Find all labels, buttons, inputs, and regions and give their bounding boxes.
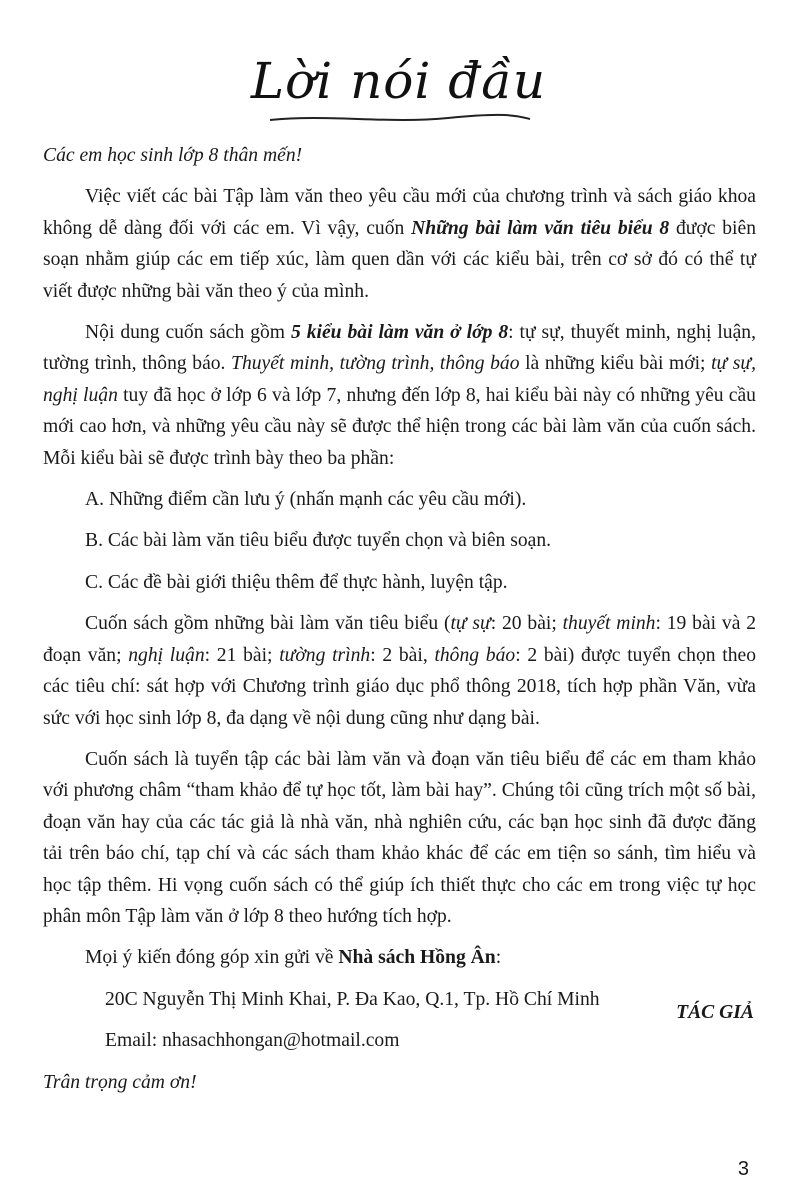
preface-body — [43, 140, 756, 1108]
p3-text-i: : 2 bài, — [370, 644, 435, 666]
p3-text-a: Cuốn sách gồm những bài làm văn tiêu biểu ( — [85, 613, 451, 635]
p2-emphasis: 5 kiểu bài làm văn ở lớp 8 — [290, 322, 509, 344]
closing-thanks: Trân trọng cảm ơn! — [43, 1071, 197, 1093]
paragraph-2 — [43, 317, 756, 474]
p2-text-a: Nội dung cuốn sách gồm — [85, 322, 291, 344]
page-number: 3 — [737, 1158, 749, 1180]
author-signature: TÁC GIẢ — [676, 1002, 754, 1023]
book-title: Những bài làm văn tiêu biểu 8 — [411, 217, 670, 239]
p3-italic-thuyet-minh: thuyết minh — [562, 613, 656, 635]
p2-italic-new-types: Thuyết minh, tường trình, thông báo — [231, 353, 520, 375]
paragraph-5 — [43, 942, 756, 973]
p2-italic-old-types: tự sự, nghị luận — [43, 353, 756, 406]
paragraph-1 — [43, 181, 756, 307]
greeting: Các em học sinh lớp 8 thân mến! — [43, 145, 303, 166]
p1-text-a: Việc viết các bài Tập làm văn theo yêu cầu mới của chương trình và sách giáo khoa không dễ dàng đối với các em. Vì vậy, cuốn — [43, 186, 756, 239]
publisher-email: Email: nhasachhongan@hotmail.com — [105, 1030, 400, 1052]
p3-italic-thong-bao: thông báo — [434, 644, 516, 666]
p3-italic-tu-su: tự sự — [450, 613, 491, 635]
publisher-name: Nhà sách Hồng Ân — [338, 947, 496, 969]
p3-text-g: : 21 bài; — [204, 644, 280, 666]
p3-italic-tuong-trinh: tường trình — [279, 644, 371, 666]
page-title: Lời nói đầu — [250, 52, 547, 110]
p2-text-g: tuy đã học ở lớp 6 và lớp 7, nhưng đến lớp 8, hai kiểu bài này có những yêu cầu mới cao hơn, và những yêu cầu này sẽ được thể hiện trong các bài làm văn của cuốn sách. Mỗi kiểu bài sẽ được trình bày theo ba phần: — [43, 384, 756, 469]
paragraph-4: Cuốn sách là tuyển tập các bài làm văn và đoạn văn tiêu biểu để các em tham khảo với phương châm “tham khảo để tự học tốt, làm bài hay”. Chúng tôi cũng trích một số bài, đoạn văn hay của các tác giả là nhà văn, nhà nghiên cứu, các bạn học sinh đã được đăng tải trên báo chí, tạp chí và các sách tham khảo khác để các em tiện so sánh, tìm hiểu và học tập thêm. Hi vọng cuốn sách có thể giúp ích thiết thực cho các em trong việc tự học phân môn Tập làm văn ở lớp 8 theo hướng tích hợp. — [43, 748, 756, 927]
list-item-c: C. Các đề bài giới thiệu thêm để thực hành, luyện tập. — [85, 571, 508, 593]
p3-italic-nghi-luan: nghị luận — [128, 644, 205, 666]
p5-text-a: Mọi ý kiến đóng góp xin gửi về — [85, 947, 339, 969]
list-item-a: A. Những điểm cần lưu ý (nhấn mạnh các yêu cầu mới). — [85, 489, 527, 511]
paragraph-3 — [43, 608, 756, 734]
title-flourish-decoration — [268, 112, 532, 126]
p3-text-c: : 20 bài; — [490, 613, 563, 635]
list-item-b: B. Các bài làm văn tiêu biểu được tuyển chọn và biên soạn. — [85, 530, 552, 552]
p2-text-e: là những kiểu bài mới; — [519, 353, 712, 375]
p3-text-e: : 19 bài và 2 đoạn văn; — [43, 613, 756, 666]
p2-text-c: : tự sự, thuyết minh, nghị luận, tường trình, thông báo. — [43, 322, 756, 375]
p3-text-k: : 2 bài) được tuyển chọn theo các tiêu chí: sát hợp với Chương trình giáo dục phổ thông 2018, tích hợp phần Văn, vừa sức với học sinh lớp 8, đa dạng về nội dung cũng như dạng bài. — [43, 644, 756, 729]
publisher-address: 20C Nguyễn Thị Minh Khai, P. Đa Kao, Q.1, Tp. Hồ Chí Minh — [105, 988, 600, 1010]
p1-text-c: được biên soạn nhằm giúp các em tiếp xúc, làm quen dần với các kiểu bài, trên cơ sở đó có thể tự viết được những bài văn theo ý của mình. — [43, 217, 756, 302]
p5-text-c: : — [495, 947, 502, 969]
